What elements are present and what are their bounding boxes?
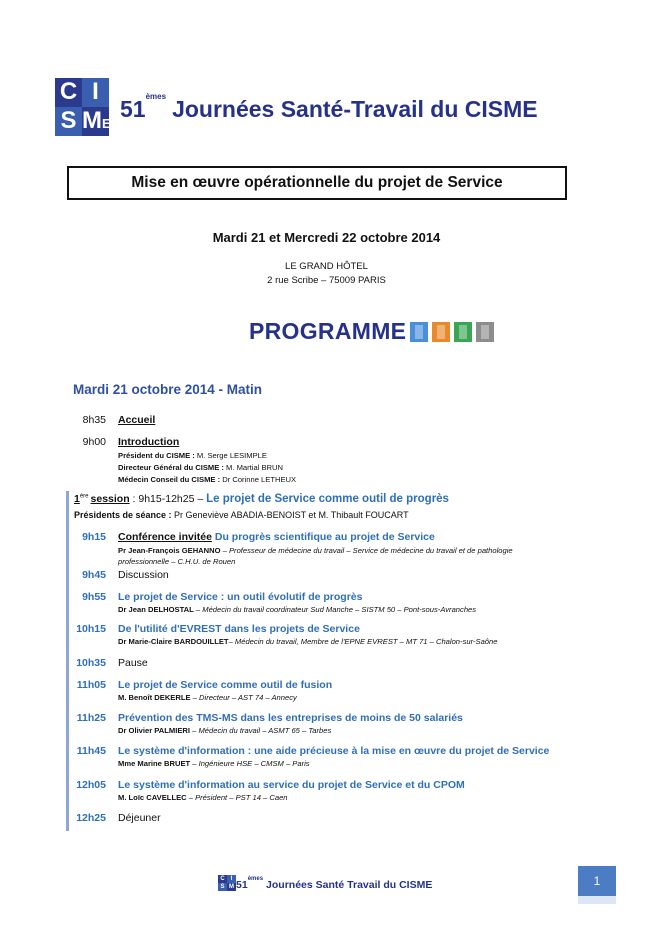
- item-title: Pause: [118, 657, 148, 669]
- square-icon: [476, 322, 494, 342]
- programme-heading: PROGRAMME: [249, 318, 407, 344]
- time-introduction: 9h00: [82, 436, 106, 448]
- item-speaker: Mme Marine BRUET – Ingénieure HSE – CMSM – Paris: [118, 759, 310, 768]
- square-icon: [410, 322, 428, 342]
- item-speaker: Pr Jean-François GEHANNO – Professeur de médecine du travail – Service de médecine du travail et de pathologie: [118, 546, 513, 555]
- venue-name: LE GRAND HÔTEL: [285, 261, 368, 272]
- item-title: Le système d'information au service du projet de Service et du CPOM: [118, 779, 465, 791]
- item-speaker: Dr Jean DELHOSTAL – Médecin du travail coordinateur Sud Manche – SISTM 50 – Pont-sous-Avranches: [118, 605, 477, 614]
- item-time: 11h45: [76, 745, 106, 757]
- item-speaker: M. Benoît DEKERLE – Directeur – AST 74 – Annecy: [118, 693, 297, 702]
- intro-line: Médecin Conseil du CISME : Dr Corinne LETHEUX: [118, 475, 297, 484]
- theme-title-box: Mise en œuvre opérationnelle du projet de Service: [67, 166, 567, 200]
- intro-line: Président du CISME : M. Serge LESIMPLE: [118, 451, 267, 460]
- footer-logo: C I S M: [218, 875, 236, 891]
- item-title: Déjeuner: [118, 812, 161, 824]
- intro-line: Directeur Général du CISME : M. Martial BRUN: [118, 463, 283, 472]
- item-time: 11h25: [76, 712, 106, 724]
- item-title: De l'utilité d'EVREST dans les projets de Service: [118, 623, 360, 635]
- session-presidents: Présidents de séance : Pr Geneviève ABADIA-BENOIST et M. Thibault FOUCART: [74, 510, 409, 520]
- item-title: Conférence invitée Du progrès scientifique au projet de Service: [118, 531, 435, 543]
- day-heading: Mardi 21 octobre 2014 - Matin: [73, 382, 263, 397]
- item-time: 9h55: [82, 591, 106, 603]
- item-speaker: Dr Olivier PALMIERI – Médecin du travail – ASMT 65 – Tarbes: [118, 726, 332, 735]
- footer-title: 51èmes Journées Santé Travail du CISME: [236, 876, 433, 891]
- item-speaker: Dr Marie-Claire BARDOUILLET– Médecin du travail, Membre de l'EPNE EVREST – MT 71 – Chalon-sur-Saône: [118, 637, 498, 646]
- accueil-label: Accueil: [118, 414, 156, 426]
- item-time: 11h05: [76, 679, 106, 691]
- event-dates: Mardi 21 et Mercredi 22 octobre 2014: [212, 230, 441, 245]
- introduction-label: Introduction: [118, 436, 180, 448]
- logo-cell: S: [55, 107, 82, 136]
- logo-cell: ME: [82, 107, 111, 134]
- logo-cell: C: [55, 78, 82, 107]
- page-number-shadow: [578, 896, 616, 904]
- item-time: 12h05: [76, 779, 106, 791]
- item-title: Prévention des TMS-MS dans les entreprises de moins de 50 salariés: [118, 712, 463, 724]
- item-time: 12h25: [76, 812, 106, 824]
- item-title: Discussion: [118, 569, 169, 581]
- item-title: Le projet de Service comme outil de fusion: [118, 679, 333, 691]
- square-icon: [432, 322, 450, 342]
- page-number: 1: [578, 866, 616, 896]
- item-speaker-desc: professionnelle – C.H.U. de Rouen: [118, 557, 236, 566]
- session-heading: 1ère session : 9h15-12h25 – Le projet de Service comme outil de progrès: [74, 493, 449, 505]
- item-time: 9h15: [82, 531, 106, 543]
- logo-cell: I: [82, 78, 109, 107]
- item-title: Le projet de Service : un outil évolutif de progrès: [118, 591, 363, 603]
- time-accueil: 8h35: [82, 414, 106, 426]
- venue-address: 2 rue Scribe – 75009 PARIS: [267, 275, 386, 286]
- item-time: 10h35: [76, 657, 106, 669]
- item-speaker: M. Loïc CAVELLEC – Président – PST 14 – Caen: [118, 793, 288, 802]
- main-title: 51èmes Journées Santé-Travail du CISME: [120, 92, 538, 122]
- item-title: Le système d'information : une aide précieuse à la mise en œuvre du projet de Service: [118, 745, 550, 757]
- cisme-logo: [55, 78, 109, 136]
- item-time: 9h45: [82, 569, 106, 581]
- square-icon: [454, 322, 472, 342]
- item-time: 10h15: [76, 623, 106, 635]
